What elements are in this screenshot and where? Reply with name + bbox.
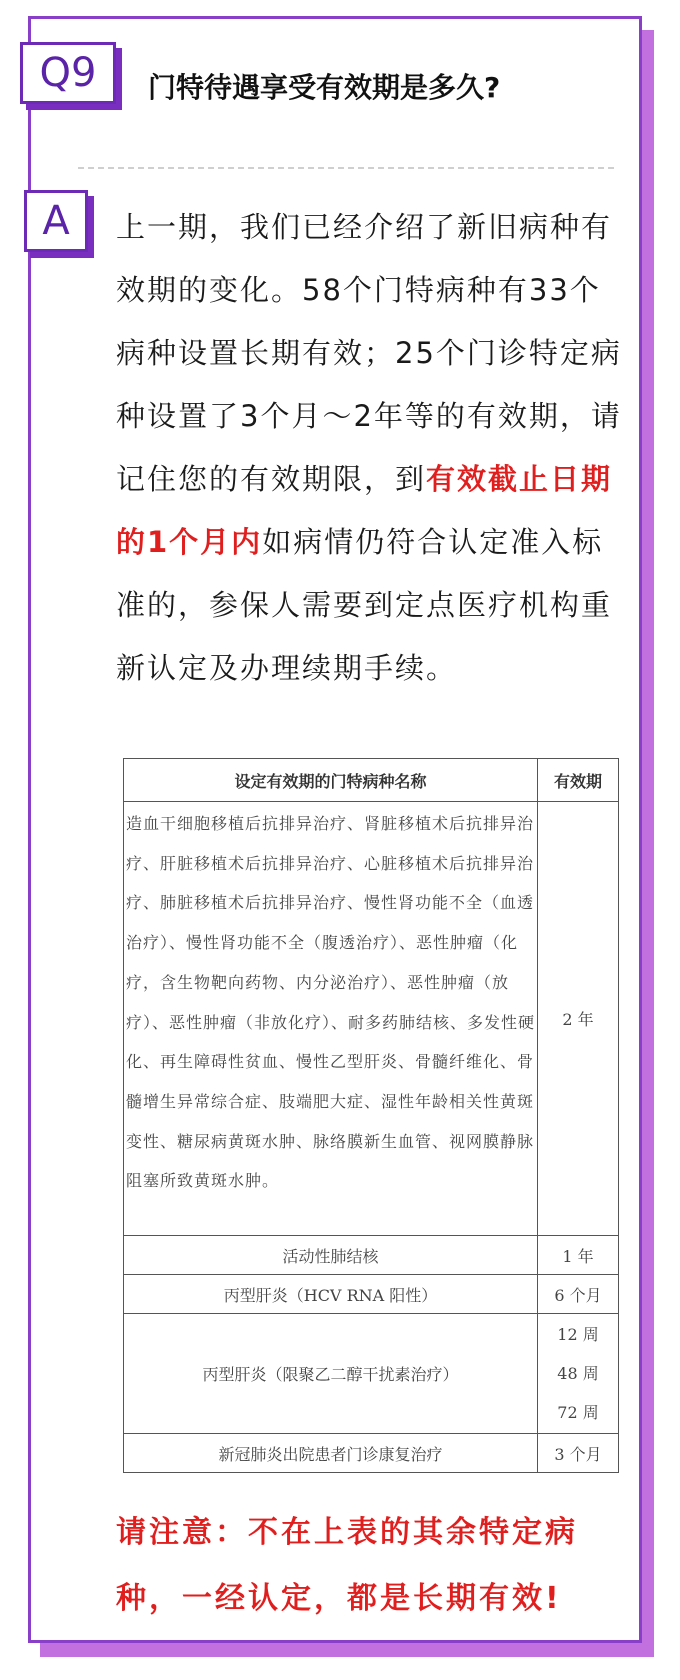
table-cell-disease: 造血干细胞移植后抗排异治疗、肾脏移植术后抗排异治疗、肝脏移植术后抗排异治疗、心脏移植术后抗排异治疗、肺脏移植术后抗排异治疗、慢性肾功能不全（血透治疗）、慢性肾功能不全（腹透治疗）、恶性肿瘤（化疗，含生物靶向药物、内分泌治疗）、恶性肿瘤（放疗）、恶性肿瘤（非放化疗）、耐多药肺结核、多发性硬化、再生障碍性贫血、慢性乙型肝炎、骨髓纤维化、骨髓增生异常综合症、肢端肥大症、湿性年龄相关性黄斑变性、糖尿病黄斑水肿、脉络膜新生血管、视网膜静脉阻塞所致黄斑水肿。	[124, 802, 538, 1236]
dashed-divider	[78, 167, 614, 169]
q-badge-label: Q9	[39, 50, 97, 96]
table-cell-period: 1 年	[538, 1236, 619, 1275]
table-row	[124, 1314, 619, 1434]
notice-text: 请注意：不在上表的其余特定病种，一经认定，都是长期有效!	[116, 1515, 578, 1616]
table-cell-disease: 丙型肝炎（限聚乙二醇干扰素治疗）	[124, 1314, 538, 1434]
period-12-weeks: 12 周	[557, 1325, 599, 1344]
a-badge-label: A	[42, 198, 70, 244]
table-header-name: 设定有效期的门特病种名称	[124, 759, 538, 802]
table-row	[124, 1275, 619, 1314]
period-72-weeks: 72 周	[557, 1403, 599, 1422]
a-badge	[24, 190, 88, 252]
table-header-period: 有效期	[538, 759, 619, 802]
validity-table	[123, 758, 619, 1473]
answer-text-after: 如病情仍符合认定准入标准的，参保人需要到定点医疗机构重新认定及办理续期手续。	[116, 525, 613, 685]
table-cell-disease: 活动性肺结核	[124, 1236, 538, 1275]
table-cell-period-stack	[538, 1314, 619, 1434]
answer-paragraph	[116, 196, 626, 700]
table-cell-period: 3 个月	[538, 1434, 619, 1473]
answer-highlight: 有效截止日期的1个月内	[116, 462, 613, 559]
table-row	[124, 1434, 619, 1473]
table-header-row	[124, 759, 619, 802]
q-badge	[20, 42, 116, 104]
table-row	[124, 1236, 619, 1275]
question-title: 门特待遇享受有效期是多久?	[148, 71, 501, 104]
table-cell-period: 6 个月	[538, 1275, 619, 1314]
table-cell-disease: 新冠肺炎出院患者门诊康复治疗	[124, 1434, 538, 1473]
table-cell-period: 2 年	[538, 802, 619, 1236]
table-cell-disease: 丙型肝炎（HCV RNA 阳性）	[124, 1275, 538, 1314]
period-48-weeks: 48 周	[557, 1364, 599, 1383]
answer-text-before: 上一期，我们已经介绍了新旧病种有效期的变化。58个门特病种有33个病种设置长期有效；25个门诊特定病种设置了3个月～2年等的有效期，请记住您的有效期限，到	[116, 210, 622, 496]
table-row	[124, 802, 619, 1236]
